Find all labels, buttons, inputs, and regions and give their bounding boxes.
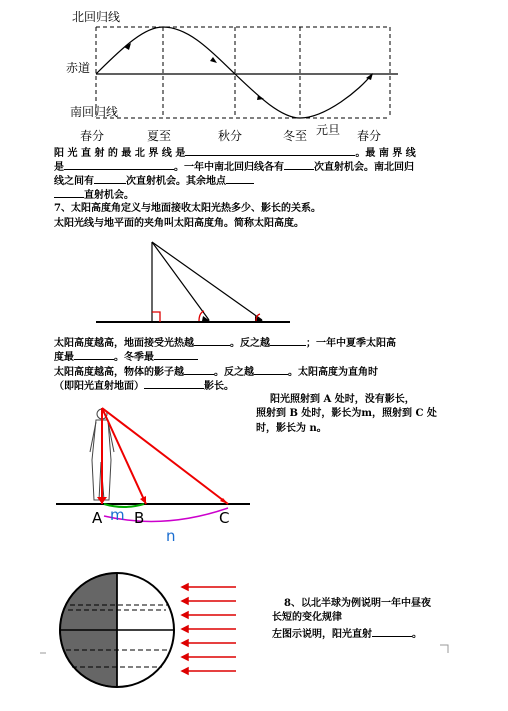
north-tropic-label: 北回归线 xyxy=(72,10,121,24)
question-8-line-3: 左图示说明，阳光直射 。 xyxy=(272,626,422,642)
shadow-length-figure xyxy=(0,400,508,550)
point-c-label: C xyxy=(219,509,230,527)
month-autumn-equinox: 秋分 xyxy=(218,129,243,143)
question-7: 7、太阳高度角定义与地面接收太阳光热多少、影长的关系。 xyxy=(54,203,321,214)
line-2: 是 。一年中南北回归线各有 次直射机会。南北回归 xyxy=(54,159,414,175)
right-note-2: 照射到 B 处时，影长为m，照射到 C 处 xyxy=(256,408,437,419)
sunlight-arrows xyxy=(182,584,236,674)
solar-altitude-figure xyxy=(0,230,508,330)
question-8-line-2: 长短的变化规律 xyxy=(272,612,342,623)
point-a-label: A xyxy=(92,509,103,527)
new-year-label: 元旦 xyxy=(316,123,341,137)
month-winter-solstice: 冬至 xyxy=(283,129,308,143)
definition-line: 太阳光线与地平面的夹角叫太阳高度角。简称太阳高度。 xyxy=(54,218,304,229)
para-2-line-1: 太阳高度越高，物体的影子越 。反之越 。太阳高度为直角时 xyxy=(54,364,378,380)
month-summer-solstice: 夏至 xyxy=(147,129,172,143)
line-1: 阳 光 直 射 的 最 北 界 线 是 。最 南 界 线 xyxy=(54,145,416,161)
right-note-3: 时，影长为 n。 xyxy=(256,423,327,434)
earth-sunlight-figure xyxy=(0,565,508,695)
shadow-n-label: n xyxy=(166,527,176,545)
para-1-line-1: 太阳高度越高，地面接受光热越 。反之越 ；一年中夏季太阳高 xyxy=(54,335,396,351)
south-tropic-label: 南回归线 xyxy=(70,105,119,119)
equator-label: 赤道 xyxy=(66,61,91,75)
month-spring-equinox: 春分 xyxy=(80,129,105,143)
line-4: 直射机会。 xyxy=(54,187,134,203)
right-note-1: 阳光照射到 A 处时，没有影长， xyxy=(270,394,415,405)
month-spring-equinox-2: 春分 xyxy=(357,129,382,143)
point-b-label: B xyxy=(134,509,145,527)
line-3: 线之间有 次直射机会。其余地点 xyxy=(54,173,254,189)
question-8-line-1: 8、以北半球为例说明一年中昼夜 xyxy=(284,598,431,609)
shadow-m-label: m xyxy=(110,506,125,524)
para-1-line-2: 度最 。冬季最 xyxy=(54,349,198,365)
para-2-line-2: （即阳光直射地面） 影长。 xyxy=(54,378,234,394)
